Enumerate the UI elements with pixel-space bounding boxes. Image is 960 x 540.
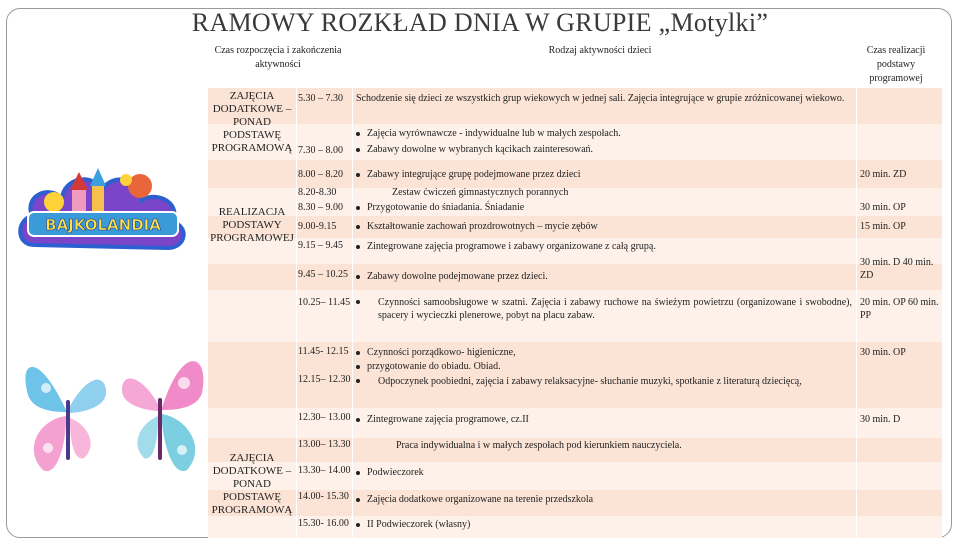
row-3-duration: 20 min. ZD: [860, 169, 907, 180]
row-3-time: 8.00 – 8.20: [298, 169, 343, 180]
header-activity: Rodzaj aktywności dzieci: [548, 45, 652, 56]
bullet-icon: [356, 148, 360, 152]
row-14-item: [356, 493, 852, 506]
row-10-time-2: 12.15– 12.30: [298, 374, 351, 385]
row-12-time: 13.00– 13.30: [298, 439, 351, 450]
row-14-time: 14.00- 15.30: [298, 491, 349, 502]
header-time: Czas rozpoczęcia i zakończenia aktywności: [214, 45, 342, 70]
row-10-text-1: Czynności porządkowo- higieniczne,: [367, 347, 516, 358]
row-9-time: 10.25– 11.45: [298, 297, 351, 308]
bullet-icon: [356, 471, 360, 475]
row-2-text-2: Zabawy dowolne w wybranych kącikach zainteresowań.: [367, 144, 594, 155]
row-12-activity: Praca indywidualna i w małych zespołach pod kierunkiem nauczyciela.: [396, 440, 682, 451]
bullet-icon: [356, 523, 360, 527]
bullet-icon: [356, 365, 360, 369]
bullet-icon: [356, 245, 360, 249]
row-2-text-1: Zajęcia wyrównawcze - indywidualne lub w małych zespołach.: [367, 128, 621, 139]
row-2-time: 7.30 – 8.00: [298, 145, 343, 156]
row-13-item: [356, 466, 852, 479]
row-7-item: [356, 240, 852, 253]
row-11-time: 12.30– 13.00: [298, 412, 351, 423]
row-15-time: 15.30- 16.00: [298, 518, 349, 529]
row-9-item: [356, 296, 852, 322]
row-5-time: 8.30 – 9.00: [298, 202, 343, 213]
col-divider-3: [856, 88, 857, 538]
bullet-icon: [356, 418, 360, 422]
bullet-icon: [356, 225, 360, 229]
row-5-item: [356, 201, 852, 214]
row-4-activity: Zestaw ćwiczeń gimnastycznych porannych: [392, 187, 569, 198]
header-duration: Czas realizacji podstawy programowej: [866, 45, 926, 84]
section-label-extra-morning: ZAJĘCIA DODATKOWE – PONAD PODSTAWĘ PROGRAMOWĄ: [211, 90, 293, 154]
row-4-time: 8.20-8.30: [298, 187, 337, 198]
bullet-icon: [356, 300, 360, 304]
row-6-time: 9.00-9.15: [298, 221, 337, 232]
row-9-duration: 20 min. OP 60 min. PP: [860, 297, 939, 321]
row-10-item-2: [356, 360, 852, 373]
row-13-time: 13.30– 14.00: [298, 465, 351, 476]
row-2-item-1: [356, 127, 852, 140]
row-15-text: II Podwieczorek (własny): [367, 519, 471, 530]
row-8-time: 9.45 – 10.25: [298, 269, 348, 280]
row-10-text-3: Odpoczynek poobiedni, zajęcia i zabawy relaksacyjne- słuchanie muzyki, spotkanie z literaturą dziecięcą,: [378, 376, 802, 387]
section-label-core: REALIZACJA PODSTAWY PROGRAMOWEJ: [210, 206, 294, 244]
row-3-text: Zabawy integrujące grupę podejmowane przez dzieci: [367, 169, 581, 180]
row-10-text-2: przygotowanie do obiadu. Obiad.: [367, 361, 501, 372]
row-1-time: 5.30 – 7.30: [298, 93, 343, 104]
row-2-item-2: [356, 143, 852, 156]
row-10-duration: 30 min. OP: [860, 347, 906, 358]
row-11-duration: 30 min. D: [860, 414, 901, 425]
row-13-text: Podwieczorek: [367, 467, 424, 478]
row-3-item: [356, 168, 852, 181]
row-8-item: [356, 270, 852, 283]
bajkolandia-logo: [14, 150, 194, 260]
row-9-text: Czynności samoobsługowe w szatni. Zajęcia i zabawy ruchowe na świeżym powietrzu (organizowane i swobodne), spacery i wycieczki plenerowe, pobyt na placu zabaw.: [378, 297, 852, 321]
logo-text: BAJKOLANDIA: [45, 216, 161, 234]
row-14-text: Zajęcia dodatkowe organizowane na terenie przedszkola: [367, 494, 594, 505]
butterfly-pink-icon: [112, 338, 212, 488]
row-6-duration: 15 min. OP: [860, 221, 906, 232]
row-7-text: Zintegrowane zajęcia programowe i zabawy organizowane z całą grupą.: [367, 241, 656, 252]
row-10-item-3: [356, 375, 852, 388]
bullet-icon: [356, 132, 360, 136]
col-divider-2: [352, 88, 353, 538]
row-10-item-1: [356, 346, 852, 359]
bullet-icon: [356, 379, 360, 383]
row-7-time: 9.15 – 9.45: [298, 240, 343, 251]
row-8-duration: 30 min. D 40 min. ZD: [860, 257, 934, 281]
section-label-extra-afternoon: ZAJĘCIA DODATKOWE – PONAD PODSTAWĘ PROGRAMOWĄ: [211, 452, 293, 516]
row-11-text: Zintegrowane zajęcia programowe, cz.II: [367, 414, 529, 425]
butterfly-blue-icon: [18, 340, 113, 490]
row-6-text: Kształtowanie zachowań prozdrowotnych – mycie zębów: [367, 221, 598, 232]
row-6-item: [356, 220, 852, 233]
bullet-icon: [356, 173, 360, 177]
bullet-icon: [356, 275, 360, 279]
row-15-item: [356, 518, 852, 531]
row-1-activity: Schodzenie się dzieci ze wszystkich grup wiekowych w jednej sali. Zajęcia integrujące w grupie zróżnicowanej wiekowo.: [356, 93, 845, 104]
bullet-icon: [356, 351, 360, 355]
row-11-item: [356, 413, 852, 426]
row-8-text: Zabawy dowolne podejmowane przez dzieci.: [367, 271, 548, 282]
bullet-icon: [356, 206, 360, 210]
row-10-time-1: 11.45- 12.15: [298, 346, 349, 357]
page-title: RAMOWY ROZKŁAD DNIA W GRUPIE „Motylki”: [191, 8, 769, 37]
row-5-text: Przygotowanie do śniadania. Śniadanie: [367, 202, 525, 213]
row-5-duration: 30 min. OP: [860, 202, 906, 213]
bullet-icon: [356, 498, 360, 502]
